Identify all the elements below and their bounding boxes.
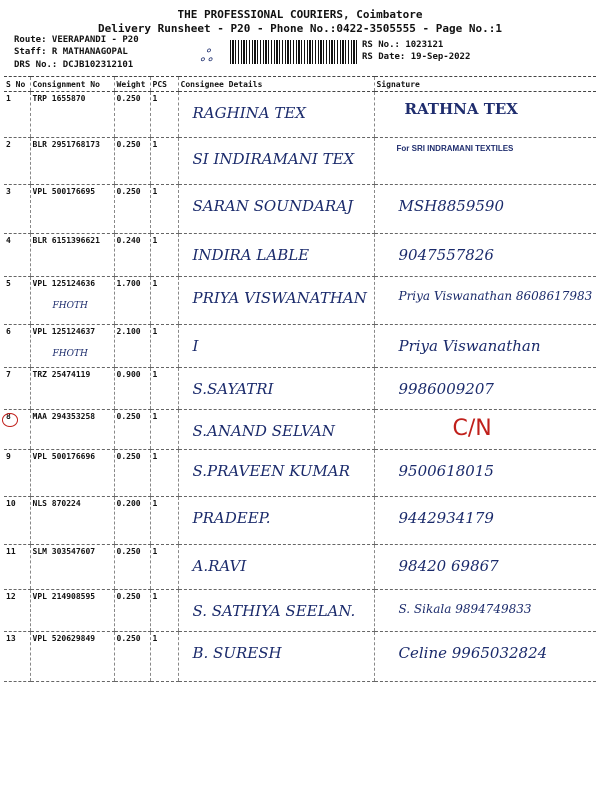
consignment-cell-text: TRP 1655870 <box>32 94 86 103</box>
pcs-cell-text: 1 <box>152 499 158 508</box>
table-header-row <box>4 77 596 92</box>
consignee-handwriting: INDIRA LABLE <box>192 246 310 264</box>
pcs-cell-text: 1 <box>152 547 158 556</box>
signature-cell <box>374 590 596 632</box>
signature-cell <box>374 92 596 138</box>
consignment-cell <box>30 497 114 545</box>
signature-content: For SRI INDRAMANI TEXTILES <box>396 144 514 153</box>
signature-cell <box>374 185 596 234</box>
weight-cell <box>114 92 150 138</box>
signature-content: 9442934179 <box>398 509 494 527</box>
pcs-cell-text: 1 <box>152 94 158 103</box>
consignment-cell <box>30 632 114 682</box>
consignee-handwriting: S. SATHIYA SEELAN. <box>192 602 356 620</box>
pcs-cell <box>150 410 178 450</box>
weight-cell <box>114 497 150 545</box>
consignment-cell-text: VPL 125124636 <box>32 279 96 288</box>
sno-cell <box>4 138 30 185</box>
table-row <box>4 590 596 632</box>
table-row <box>4 92 596 138</box>
table-row <box>4 325 596 368</box>
signature-cell <box>374 497 596 545</box>
sno-cell <box>4 185 30 234</box>
pcs-cell <box>150 325 178 368</box>
consignment-cell-text: VPL 125124637 <box>32 327 96 336</box>
weight-cell-text: 0.250 <box>116 187 141 196</box>
consignment-cell <box>30 138 114 185</box>
consignee-cell <box>178 450 374 497</box>
weight-cell <box>114 138 150 185</box>
consignment-cell-text: MAA 294353258 <box>32 412 96 421</box>
signature-cell <box>374 368 596 410</box>
pcs-cell <box>150 545 178 590</box>
consignment-cell-text: VPL 214908595 <box>32 592 96 601</box>
table-row <box>4 138 596 185</box>
drs-number: DRS No.: DCJB102312101 <box>14 60 134 70</box>
weight-cell <box>114 450 150 497</box>
weight-cell-text: 0.250 <box>116 547 141 556</box>
weight-cell <box>114 590 150 632</box>
pcs-cell <box>150 632 178 682</box>
consignment-cell-text: VPL 520629849 <box>32 634 96 643</box>
pcs-cell <box>150 277 178 325</box>
pcs-cell <box>150 185 178 234</box>
sno-cell-text: 8 <box>6 412 11 421</box>
pcs-cell-text: 1 <box>152 140 158 149</box>
consignment-cell-text: VPL 500176696 <box>32 452 96 461</box>
consignment-cell <box>30 92 114 138</box>
company-title: THE PROFESSIONAL COURIERS, Coimbatore <box>177 8 423 21</box>
weight-cell-text: 0.250 <box>116 634 141 643</box>
consignee-cell <box>178 410 374 450</box>
pcs-cell <box>150 590 178 632</box>
pcs-cell <box>150 450 178 497</box>
weight-cell-text: 0.900 <box>116 370 141 379</box>
consignee-handwriting: S.PRAVEEN KUMAR <box>192 462 350 480</box>
consignment-cell-text: NLS 870224 <box>32 499 81 508</box>
pcs-cell-text: 1 <box>152 634 158 643</box>
signature-cell <box>374 325 596 368</box>
consignee-cell <box>178 632 374 682</box>
signature-cell <box>374 632 596 682</box>
handwritten-mark: ஃ <box>200 46 213 65</box>
signature-content: 98420 69867 <box>398 557 499 575</box>
consignment-cell-text: SLM 303547607 <box>32 547 96 556</box>
signature-cell <box>374 234 596 277</box>
col-signature: Signature <box>374 77 596 92</box>
signature-cell <box>374 450 596 497</box>
col-consignment: Consignment No <box>30 77 114 92</box>
signature-content: 9047557826 <box>398 246 494 264</box>
consignment-cell-text: BLR 6151396621 <box>32 236 100 245</box>
sno-cell <box>4 450 30 497</box>
runsheet-subtitle: Delivery Runsheet - P20 - Phone No.:0422-3505555 - Page No.:1 <box>98 22 502 35</box>
pcs-cell-text: 1 <box>152 452 158 461</box>
sno-cell <box>4 325 30 368</box>
consignee-handwriting: S.ANAND SELVAN <box>192 422 335 440</box>
weight-cell-text: 0.240 <box>116 236 141 245</box>
consignee-handwriting: SI INDIRAMANI TEX <box>192 150 355 168</box>
weight-cell-text: 0.200 <box>116 499 141 508</box>
signature-content: 9986009207 <box>398 380 494 398</box>
consignment-cell <box>30 410 114 450</box>
signature-content: S. Sikala 9894749833 <box>398 602 532 616</box>
sno-cell-text: 11 <box>6 547 16 556</box>
handwritten-note: FHOTH <box>52 301 88 311</box>
sno-cell <box>4 92 30 138</box>
col-weight: Weight <box>114 77 150 92</box>
sno-cell <box>4 234 30 277</box>
consignment-cell <box>30 185 114 234</box>
staff-label: Staff: R MATHANAGOPAL <box>14 47 128 57</box>
consignee-handwriting: S.SAYATRI <box>192 380 274 398</box>
consignment-cell <box>30 545 114 590</box>
pcs-cell <box>150 234 178 277</box>
consignment-cell <box>30 234 114 277</box>
weight-cell <box>114 632 150 682</box>
weight-cell <box>114 368 150 410</box>
signature-content: Priya Viswanathan <box>398 337 541 355</box>
sno-cell-text: 2 <box>6 140 11 149</box>
sno-cell <box>4 590 30 632</box>
consignee-handwriting: A.RAVI <box>192 557 247 575</box>
pcs-cell-text: 1 <box>152 370 158 379</box>
weight-cell <box>114 410 150 450</box>
sno-cell-text: 7 <box>6 370 11 379</box>
pcs-cell-text: 1 <box>152 592 158 601</box>
weight-cell-text: 0.250 <box>116 452 141 461</box>
consignee-handwriting: B. SURESH <box>192 644 282 662</box>
consignee-handwriting: PRIYA VISWANATHAN <box>192 289 367 307</box>
route-label: Route: VEERAPANDI - P20 <box>14 35 139 45</box>
pcs-cell <box>150 138 178 185</box>
signature-content: 9500618015 <box>398 462 494 480</box>
weight-cell-text: 0.250 <box>116 94 141 103</box>
barcode <box>230 40 358 64</box>
col-consignee: Consignee Details <box>178 77 374 92</box>
sno-cell <box>4 497 30 545</box>
sno-cell <box>4 632 30 682</box>
consignment-cell-text: BLR 2951768173 <box>32 140 100 149</box>
pcs-cell-text: 1 <box>152 236 158 245</box>
pcs-cell <box>150 92 178 138</box>
table-row <box>4 185 596 234</box>
weight-cell <box>114 325 150 368</box>
consignee-cell <box>178 497 374 545</box>
sno-cell <box>4 277 30 325</box>
signature-content: RATHNA TEX <box>404 100 518 118</box>
pcs-cell-text: 1 <box>152 279 158 288</box>
consignee-cell <box>178 234 374 277</box>
signature-cell <box>374 138 596 185</box>
row-8-circle-mark <box>2 413 18 427</box>
sno-cell-text: 13 <box>6 634 16 643</box>
consignment-cell-text: VPL 500176695 <box>32 187 96 196</box>
consignment-cell <box>30 325 114 368</box>
handwritten-note: FHOTH <box>52 349 88 359</box>
consignee-cell <box>178 325 374 368</box>
weight-cell <box>114 185 150 234</box>
pcs-cell-text: 1 <box>152 187 158 196</box>
signature-content: MSH8859590 <box>398 197 505 215</box>
table-row <box>4 632 596 682</box>
table-row <box>4 234 596 277</box>
weight-cell <box>114 277 150 325</box>
weight-cell <box>114 234 150 277</box>
consignee-handwriting: PRADEEP. <box>192 509 271 527</box>
sno-cell-text: 1 <box>6 94 11 103</box>
pcs-cell <box>150 497 178 545</box>
weight-cell-text: 0.250 <box>116 592 141 601</box>
consignee-cell <box>178 277 374 325</box>
consignee-cell <box>178 185 374 234</box>
table-row <box>4 545 596 590</box>
sno-cell-text: 10 <box>6 499 16 508</box>
consignee-cell <box>178 590 374 632</box>
consignee-handwriting: RAGHINA TEX <box>192 104 306 122</box>
consignment-cell <box>30 277 114 325</box>
weight-cell-text: 1.700 <box>116 279 141 288</box>
consignment-cell <box>30 450 114 497</box>
rs-number: RS No.: 1023121 <box>362 40 444 50</box>
table-row <box>4 497 596 545</box>
table-row <box>4 368 596 410</box>
signature-cell <box>374 277 596 325</box>
weight-cell <box>114 545 150 590</box>
col-sno: S No <box>4 77 30 92</box>
rs-date: RS Date: 19-Sep-2022 <box>362 52 471 62</box>
sno-cell <box>4 545 30 590</box>
signature-content: Priya Viswanathan 8608617983 <box>398 289 593 303</box>
pcs-cell-text: 1 <box>152 327 158 336</box>
consignment-cell <box>30 368 114 410</box>
table-row <box>4 410 596 450</box>
consignee-cell <box>178 545 374 590</box>
table-row <box>4 450 596 497</box>
consignee-handwriting: I <box>192 337 199 355</box>
consignee-cell <box>178 138 374 185</box>
pcs-cell-text: 1 <box>152 412 158 421</box>
sno-cell-text: 9 <box>6 452 11 461</box>
sno-cell-text: 5 <box>6 279 11 288</box>
signature-cell <box>374 410 596 450</box>
sno-cell-text: 4 <box>6 236 11 245</box>
signature-cell <box>374 545 596 590</box>
sno-cell-text: 12 <box>6 592 16 601</box>
sno-cell-text: 3 <box>6 187 11 196</box>
pcs-cell <box>150 368 178 410</box>
table-row <box>4 277 596 325</box>
weight-cell-text: 0.250 <box>116 412 141 421</box>
consignee-cell <box>178 368 374 410</box>
weight-cell-text: 0.250 <box>116 140 141 149</box>
sno-cell <box>4 368 30 410</box>
signature-content: Celine 9965032824 <box>398 644 548 662</box>
consignment-cell <box>30 590 114 632</box>
consignee-cell <box>178 92 374 138</box>
signature-content: C/N <box>452 416 492 441</box>
consignment-cell-text: TRZ 25474119 <box>32 370 91 379</box>
weight-cell-text: 2.100 <box>116 327 141 336</box>
consignee-handwriting: SARAN SOUNDARAJ <box>192 197 353 215</box>
runsheet-table <box>4 76 596 682</box>
col-pcs: PCS <box>150 77 178 92</box>
sno-cell-text: 6 <box>6 327 11 336</box>
